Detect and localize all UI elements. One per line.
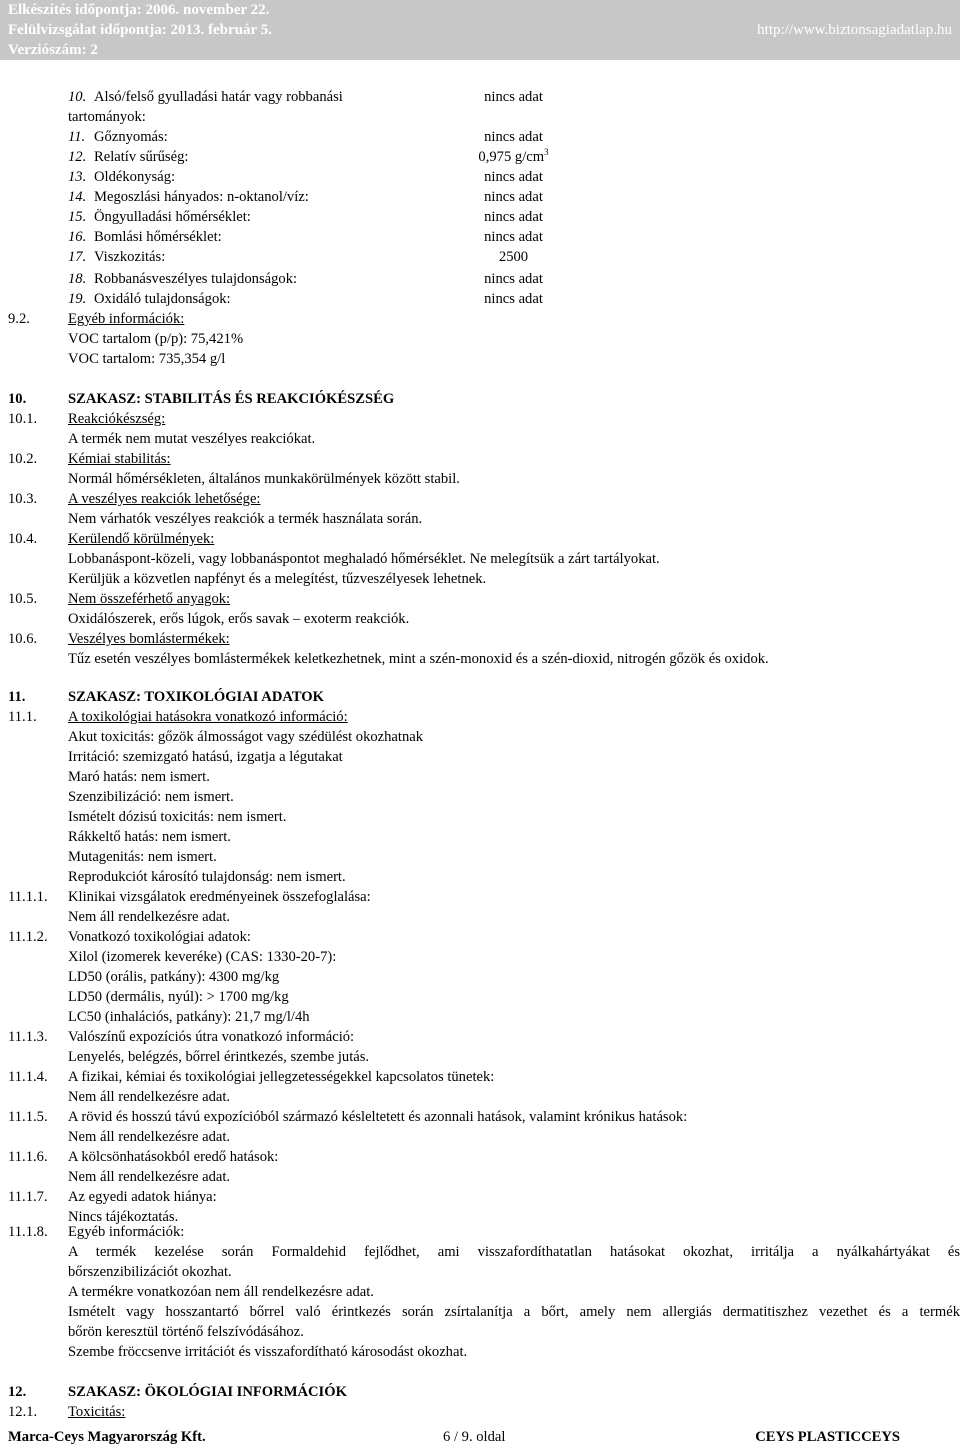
property-number: 16. (68, 229, 87, 245)
subsection-text-line: Lenyelés, belégzés, bőrrel érintkezés, szembe jutás. (68, 1049, 370, 1065)
voc-content-percent: VOC tartalom (p/p): 75,421% (68, 331, 244, 347)
item-title: Reakciókészség: (68, 411, 166, 427)
section-12-number: 12. (8, 1384, 27, 1400)
property-value-text: nincs adat (484, 169, 543, 185)
subsection-number: 11.1.4. (8, 1069, 48, 1085)
skin-contact-paragraph-line1: Ismételt vagy hosszantartó bőrrel való érintkezés során zsírtalanítja a bőrt, amely nem allergiás dermatitiszhez vezethet és a termék (68, 1304, 960, 1320)
item-text-line: Lobbanáspont-közeli, vagy lobbanáspontot meghaladó hőmérséklet. Ne melegítsük a zárt tartályokat. (68, 551, 660, 567)
item-text-line: Oxidálószerek, erős lúgok, erős savak – exoterm reakciók. (68, 611, 410, 627)
property-value-text: nincs adat (484, 271, 543, 287)
property-number: 13. (68, 169, 87, 185)
section-9-2-title: Egyéb információk: (68, 311, 185, 327)
item-number: 10.6. (8, 631, 38, 647)
header-url-link[interactable]: http://www.biztonsagiadatlap.hu (757, 22, 952, 38)
formaldehyde-paragraph-line2: bőrszenzibilizációt okozhat. (68, 1264, 232, 1280)
tox-info-line: Maró hatás: nem ismert. (68, 769, 210, 785)
item-text-line: A termék nem mutat veszélyes reakciókat. (68, 431, 316, 447)
property-number: 12. (68, 149, 87, 165)
footer-page-number: 6 / 9. oldal (443, 1429, 506, 1445)
property-value-text: nincs adat (484, 291, 543, 307)
property-value-text: 0,975 g/cm (478, 149, 545, 165)
item-title: Kémiai stabilitás: (68, 451, 171, 467)
subsection-text-line: Nem áll rendelkezésre adat. (68, 1129, 231, 1145)
property-label: Viszkozitás: (94, 249, 166, 265)
subsection-number: 11.1.2. (8, 929, 48, 945)
item-text-line: Nem várhatók veszélyes reakciók a termék használata során. (68, 511, 423, 527)
subsection-text-line: Nem áll rendelkezésre adat. (68, 909, 231, 925)
property-number: 11. (68, 129, 86, 145)
creation-date: Elkészítés időpontja: 2006. november 22. (8, 2, 270, 18)
subsection-number: 11.1.7. (8, 1189, 48, 1205)
property-label: Bomlási hőmérséklet: (94, 229, 222, 245)
voc-content-gl: VOC tartalom: 735,354 g/l (68, 351, 226, 367)
property-number: 19. (68, 291, 87, 307)
formaldehyde-paragraph-line1: A termék kezelése során Formaldehid fejlődhet, ami visszafordíthatatlan hatásokat okozhat, irritálja a nyálkahártyákat és (68, 1244, 960, 1260)
no-data-line: A termékre vonatkozóan nem áll rendelkezésre adat. (68, 1284, 374, 1300)
subsection-text-line: Nem áll rendelkezésre adat. (68, 1089, 231, 1105)
property-label: Relatív sűrűség: (94, 149, 189, 165)
item-number: 10.5. (8, 591, 38, 607)
section-10-title: SZAKASZ: STABILITÁS ÉS REAKCIÓKÉSZSÉG (68, 391, 395, 407)
footer-company: Marca-Ceys Magyarország Kft. (8, 1429, 206, 1445)
property-value (400, 247, 627, 267)
subsection-title: Az egyedi adatok hiánya: (68, 1189, 217, 1205)
tox-info-line: Ismételt dózisú toxicitás: nem ismert. (68, 809, 287, 825)
tox-info-line: Mutagenitás: nem ismert. (68, 849, 217, 865)
item-title: Nem összeférhető anyagok: (68, 591, 231, 607)
property-value-text: nincs adat (484, 89, 543, 105)
revision-date: Felülvizsgálat időpontja: 2013. február 5. (8, 22, 272, 38)
item-text-line: Kerüljük a közvetlen napfényt és a melegítést, tűzveszélyesek lehetnek. (68, 571, 487, 587)
subsection-number: 11.1.6. (8, 1149, 48, 1165)
property-label: Öngyulladási hőmérséklet: (94, 209, 251, 225)
property-label-continuation: tartományok: (68, 109, 146, 125)
tox-info-line: Reprodukciót károsító tulajdonság: nem ismert. (68, 869, 346, 885)
subsection-text-line: Nem áll rendelkezésre adat. (68, 1169, 231, 1185)
subsection-title: Valószínű expozíciós útra vonatkozó információ: (68, 1029, 355, 1045)
subsection-title: Vonatkozó toxikológiai adatok: (68, 929, 251, 945)
item-title: Veszélyes bomlástermékek: (68, 631, 230, 647)
item-number: 10.3. (8, 491, 38, 507)
tox-info-line: Rákkeltő hatás: nem ismert. (68, 829, 231, 845)
item-title: Kerülendő körülmények: (68, 531, 215, 547)
item-text-line: Normál hőmérsékleten, általános munkakörülmények között stabil. (68, 471, 460, 487)
subsection-text-line: Nincs tájékoztatás. (68, 1209, 179, 1225)
item-text-line: Tűz esetén veszélyes bomlástermékek keletkezhetnek, mint a szén-monoxid és a szén-dioxid, nitrogén gőzök és oxidok. (68, 651, 769, 667)
eye-contact-line: Szembe fröccsenve irritációt és visszafordítható károsodást okozhat. (68, 1344, 468, 1360)
property-number: 17. (68, 249, 87, 265)
property-value (400, 127, 627, 147)
property-value-text: nincs adat (484, 129, 543, 145)
subsection-title: A kölcsönhatásokból eredő hatások: (68, 1149, 279, 1165)
property-number: 10. (68, 89, 87, 105)
subsection-text-line: LD50 (dermális, nyúl): > 1700 mg/kg (68, 989, 289, 1005)
subsection-title: Klinikai vizsgálatok eredményeinek összefoglalása: (68, 889, 371, 905)
section-11-title: SZAKASZ: TOXIKOLÓGIAI ADATOK (68, 689, 325, 705)
property-value (400, 227, 627, 247)
section-11-1-number: 11.1. (8, 709, 37, 725)
property-value (400, 207, 627, 227)
footer-product-name: CEYS PLASTICCEYS (755, 1429, 900, 1445)
subsection-title: A fizikai, kémiai és toxikológiai jellegzetességekkel kapcsolatos tünetek: (68, 1069, 495, 1085)
section-12-1-number: 12.1. (8, 1404, 38, 1420)
property-value-superscript: 3 (544, 147, 549, 157)
tox-info-line: Akut toxicitás: gőzök álmosságot vagy szédülést okozhatnak (68, 729, 424, 745)
property-value (400, 289, 627, 309)
property-label: Robbanásveszélyes tulajdonságok: (94, 271, 298, 287)
item-title: A veszélyes reakciók lehetősége: (68, 491, 261, 507)
property-label: Alsó/felső gyulladási határ vagy robbanási (94, 89, 343, 105)
property-number: 18. (68, 271, 87, 287)
property-value-text: 2500 (498, 249, 529, 265)
section-11-1-8-title: Egyéb információk: (68, 1224, 185, 1240)
subsection-number: 11.1.1. (8, 889, 48, 905)
page-header (0, 0, 960, 60)
tox-info-line: Szenzibilizáció: nem ismert. (68, 789, 234, 805)
property-value (400, 87, 627, 107)
property-label: Megoszlási hányados: n-oktanol/víz: (94, 189, 309, 205)
item-number: 10.2. (8, 451, 38, 467)
section-11-number: 11. (8, 689, 26, 705)
property-number: 15. (68, 209, 87, 225)
subsection-text-line: LD50 (orális, patkány): 4300 mg/kg (68, 969, 280, 985)
item-number: 10.1. (8, 411, 38, 427)
tox-info-line: Irritáció: szemizgató hatású, izgatja a légutakat (68, 749, 343, 765)
section-9-2-number: 9.2. (8, 311, 30, 327)
section-11-1-8-number: 11.1.8. (8, 1224, 48, 1240)
subsection-text-line: Xilol (izomerek keveréke) (CAS: 1330-20-7): (68, 949, 337, 965)
property-label: Oldékonyság: (94, 169, 176, 185)
skin-contact-paragraph-line2: bőrön keresztül történő felszívódásához. (68, 1324, 304, 1340)
section-11-1-title: A toxikológiai hatásokra vonatkozó információ: (68, 709, 348, 725)
property-value-text: nincs adat (484, 229, 543, 245)
section-12-title: SZAKASZ: ÖKOLÓGIAI INFORMÁCIÓK (68, 1384, 347, 1400)
property-number: 14. (68, 189, 87, 205)
property-value (400, 269, 627, 289)
version-number: Verziószám: 2 (8, 42, 98, 58)
property-value (400, 167, 627, 187)
subsection-text-line: LC50 (inhalációs, patkány): 21,7 mg/l/4h (68, 1009, 310, 1025)
property-value (400, 147, 627, 167)
section-10-number: 10. (8, 391, 27, 407)
subsection-number: 11.1.3. (8, 1029, 48, 1045)
subsection-title: A rövid és hosszú távú expozícióból származó késleltetett és azonnali hatások, valamint krónikus hatások: (68, 1109, 688, 1125)
property-value (400, 187, 627, 207)
property-value-text: nincs adat (484, 189, 543, 205)
section-12-1-title: Toxicitás: (68, 1404, 126, 1420)
property-label: Oxidáló tulajdonságok: (94, 291, 231, 307)
item-number: 10.4. (8, 531, 38, 547)
subsection-number: 11.1.5. (8, 1109, 48, 1125)
property-label: Gőznyomás: (94, 129, 168, 145)
property-value-text: nincs adat (484, 209, 543, 225)
